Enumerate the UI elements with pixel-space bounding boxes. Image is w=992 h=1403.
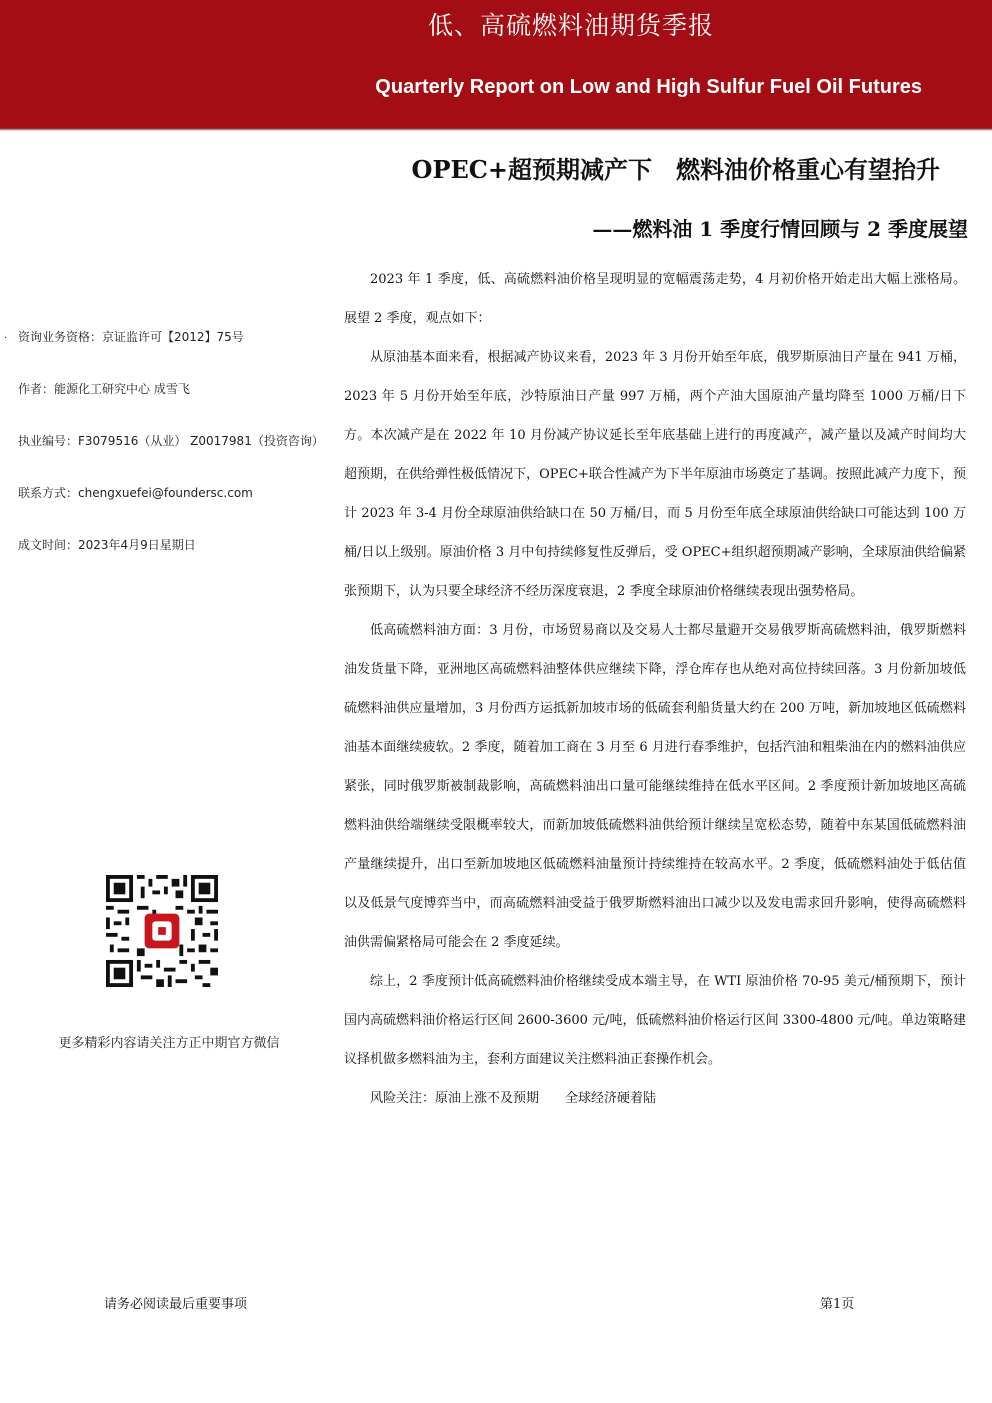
header-title-en: Quarterly Report on Low and High Sulfur Fuel Oil Futures: [375, 76, 922, 98]
report-body: [344, 260, 966, 1118]
author-text: 作者：能源化工研究中心 成雪飞: [18, 382, 190, 396]
contact-text: 联系方式：chengxuefei@foundersc.com: [18, 486, 253, 500]
report-title: OPEC+超预期减产下 燃料油价格重心有望抬升: [411, 155, 940, 184]
contact-row: [18, 482, 338, 534]
date-text: 成文时间：2023年4月9日星期日: [18, 538, 196, 552]
cert-text: 执业编号：F3079516（从业） Z0017981（投资咨询）: [18, 434, 324, 448]
license-row: [4, 326, 338, 378]
header-banner: [0, 0, 992, 128]
author-info-sidebar: [4, 326, 338, 586]
paragraph-risk: 风险关注：原油上涨不及预期 全球经济硬着陆: [370, 1091, 657, 1106]
header-title-cn: 低、高硫燃料油期货季报: [427, 11, 714, 40]
qr-code-icon[interactable]: [106, 875, 218, 987]
paragraph-conclusion: 综上，2 季度预计低高硫燃料油价格继续受成本端主导，在 WTI 原油价格 70-95 美元/桶预期下，预计国内高硫燃料油价格运行区间 2600-3600 元/吨，低硫燃料油价格运行区间 3300-4800 元/吨。单边策略建议择机做多燃料油为主，套利方面建议关注燃料油正套操作机会。: [344, 974, 966, 1067]
cert-row: [18, 430, 338, 482]
header-shadow: [0, 128, 992, 131]
qr-caption: 更多精彩内容请关注方正中期官方微信: [58, 1036, 280, 1051]
date-row: [18, 534, 338, 586]
paragraph-fuel-oil: 低高硫燃料油方面：3 月份，市场贸易商以及交易人士都尽量避开交易俄罗斯高硫燃料油，俄罗斯燃料油发货量下降，亚洲地区高硫燃料油整体供应继续下降，浮仓库存也从绝对高位持续回落。3 月份新加坡低硫燃料油供应量增加，3 月份西方运抵新加坡市场的低硫套利船货量大约在 200 万吨，新加坡地区低硫燃料油基本面继续疲软。2 季度，随着加工商在 3 月至 6 月进行春季维护，包括汽油和粗柴油在内的燃料油供应紧张，同时俄罗斯被制裁影响，高硫燃料油出口量可能继续维持在低水平区间。2 季度预计新加坡地区高硫燃料油供给端继续受限概率较大，而新加坡低硫燃料油供给预计继续呈宽松态势，随着中东某国低硫燃料油产量继续提升，出口至新加坡地区低硫燃料油量预计持续维持在较高水平。2 季度，低硫燃料油处于低估值以及低景气度博弈当中，而高硫燃料油受益于俄罗斯燃料油出口减少以及发电需求回升影响，使得高硫燃料油供需偏紧格局可能会在 2 季度延续。: [344, 623, 966, 950]
paragraph-crude: 从原油基本面来看，根据减产协议来看，2023 年 3 月份开始至年底，俄罗斯原油日产量在 941 万桶，2023 年 5 月份开始至年底，沙特原油日产量 997 万桶，两个产油大国原油产量均降至 1000 万桶/日下方。本次减产是在 2022 年 10 月份减产协议延长至年底基础上进行的再度减产，减产量以及减产时间均大超预期，在供给弹性极低情况下，OPEC+联合性减产为下半年原油市场奠定了基调。按照此减产力度下，预计 2023 年 3-4 月份全球原油供给缺口在 50 万桶/日，而 5 月份至年底全球原油供给缺口可能达到 100 万桶/日以上级别。原油价格 3 月中旬持续修复性反弹后，受 OPEC+组织超预期减产影响，全球原油供给偏紧张预期下，认为只要全球经济不经历深度衰退，2 季度全球原油价格继续表现出强势格局。: [344, 350, 966, 599]
footer-notice: 请务必阅读最后重要事项: [104, 1297, 248, 1312]
author-row: [18, 378, 338, 430]
paragraph-summary: 2023 年 1 季度，低、高硫燃料油价格呈现明显的宽幅震荡走势，4 月初价格开始走出大幅上涨格局。展望 2 季度，观点如下：: [344, 272, 966, 326]
bullet-icon: ·: [4, 333, 8, 344]
report-subtitle: ——燃料油 1 季度行情回顾与 2 季度展望: [592, 217, 968, 241]
license-text: 资询业务资格：京证监许可【2012】75号: [18, 330, 244, 344]
page-number: 第1页: [820, 1297, 855, 1312]
